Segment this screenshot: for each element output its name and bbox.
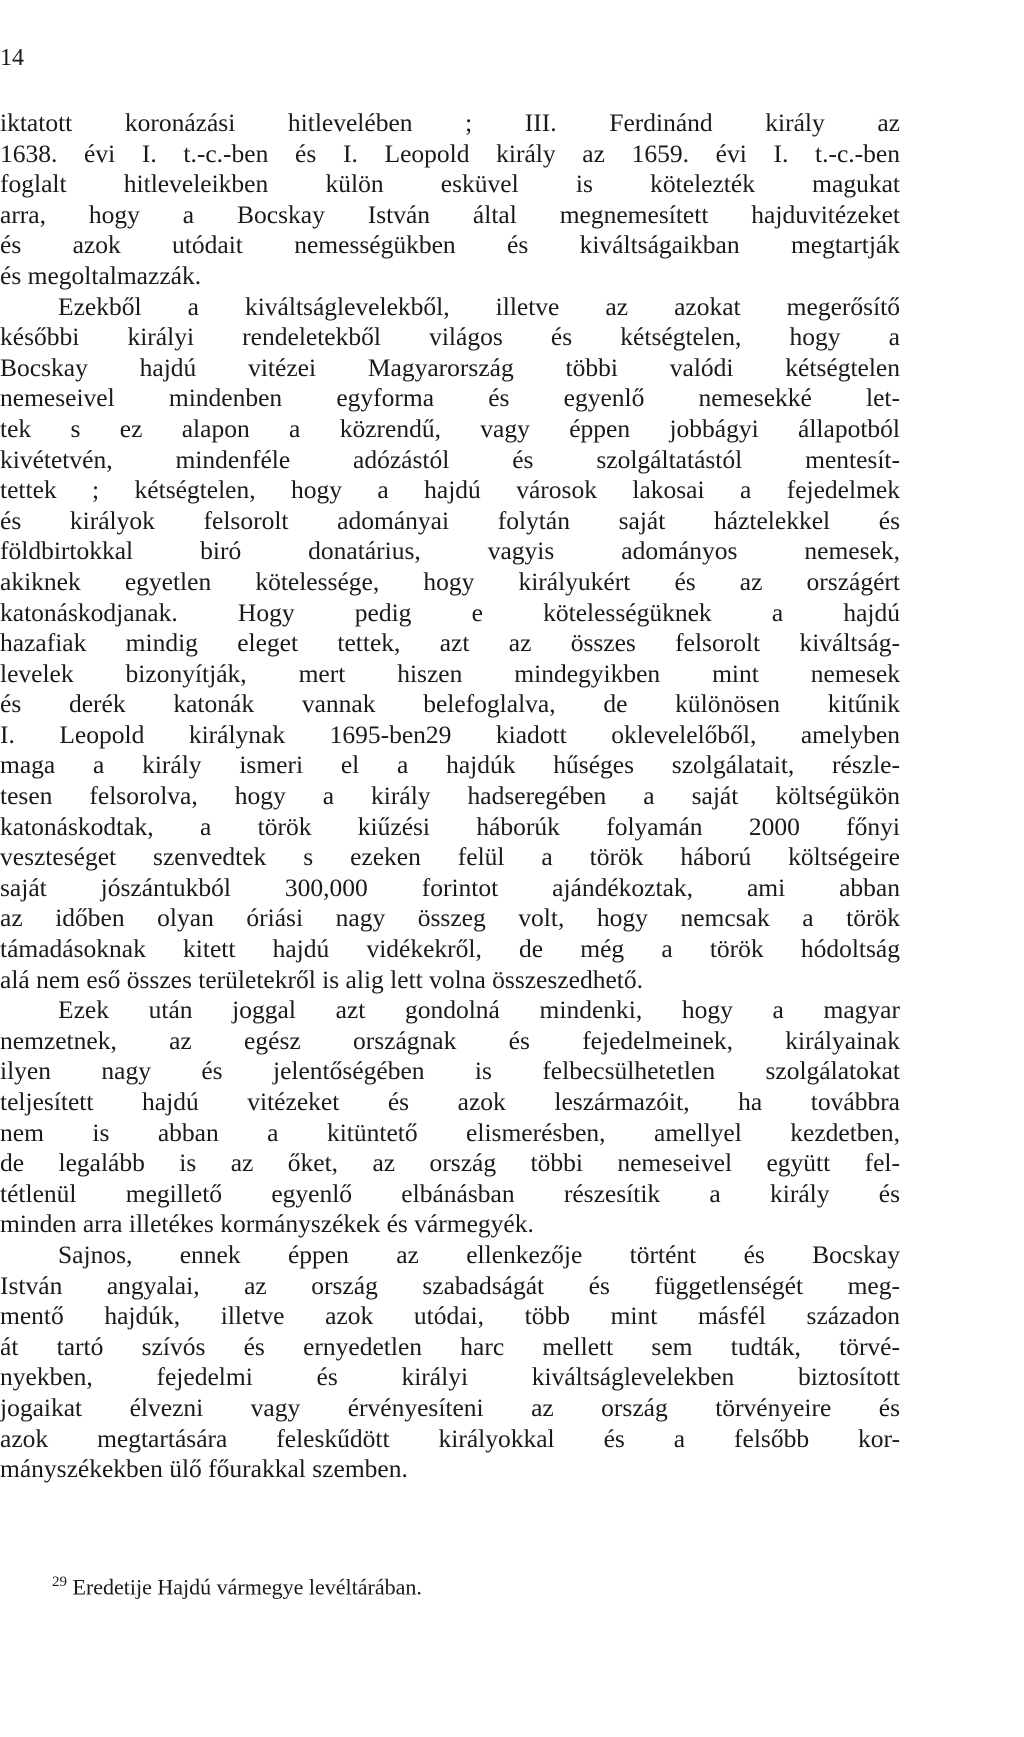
text-line: át tartó szívós és ernyedetlen harc mellett sem tudták, törvé-	[0, 1331, 900, 1361]
text-line: nemzetnek, az egész országnak és fejedelmeinek, királyainak	[0, 1025, 900, 1055]
text-line: mányszékekben ülő főurakkal szemben.	[0, 1454, 408, 1484]
text-line: 1638. évi I. t.-c.-ben és I. Leopold király az 1659. évi I. t.-c.-ben	[0, 138, 900, 168]
text-line: levelek bizonyítják, mert hiszen mindegyikben mint nemesek	[0, 658, 900, 688]
text-line: tek s ez alapon a közrendű, vagy éppen jobbágyi állapotból	[0, 413, 900, 443]
text-line: tesen felsorolva, hogy a király hadseregében a saját költségükön	[0, 781, 900, 811]
text-line: mentő hajdúk, illetve azok utódai, több mint másfél századon	[0, 1301, 900, 1331]
body-text	[0, 108, 900, 1485]
text-line: ilyen nagy és jelentőségében is felbecsülhetetlen szolgálatokat	[0, 1056, 900, 1086]
text-line: nemeseivel mindenben egyforma és egyenlő nemesekké let-	[0, 383, 900, 413]
page-number: 14	[0, 45, 24, 71]
text-line: de legalább is az őket, az ország többi nemeseivel együtt fel-	[0, 1148, 900, 1178]
text-line: tétlenül megillető egyenlő elbánásban részesítik a király és	[0, 1178, 900, 1208]
text-line: Ezek után joggal azt gondolná mindenki, hogy a magyar	[58, 995, 900, 1025]
text-line: és megoltalmazzák.	[0, 260, 202, 290]
text-line: István angyalai, az ország szabadságát és függetlenségét meg-	[0, 1270, 900, 1300]
text-line: teljesített hajdú vitézeket és azok leszármazóit, ha továbbra	[0, 1087, 900, 1116]
text-line: foglalt hitleveleikben külön esküvel is kötelezték magukat	[0, 169, 900, 199]
text-line: földbirtokkal biró donatárius, vagyis adományos nemesek,	[0, 536, 900, 566]
text-line: nyekben, fejedelmi és királyi kiváltságlevelekben biztosított	[0, 1362, 900, 1392]
text-line: katonáskodjanak. Hogy pedig e kötelességüknek a hajdú	[0, 597, 900, 627]
text-line: az időben olyan óriási nagy összeg volt, hogy nemcsak a török	[0, 903, 900, 933]
text-line: saját jószántukból 300,000 forintot ajándékoztak, ami abban	[0, 872, 900, 902]
text-line: katonáskodtak, a török kiűzési háborúk folyamán 2000 főnyi	[0, 811, 900, 841]
text-line: és derék katonák vannak belefoglalva, de különösen kitűnik	[0, 689, 900, 719]
text-line: későbbi királyi rendeletekből világos és kétségtelen, hogy a	[0, 322, 900, 352]
text-line: Ezekből a kiváltságlevelekből, illetve az azokat megerősítő	[58, 291, 900, 321]
text-line: tettek ; kétségtelen, hogy a hajdú városok lakosai a fejedelmek	[0, 475, 900, 505]
text-line: Bocskay hajdú vitézei Magyarország többi valódi kétségtelen	[0, 352, 900, 382]
text-line: és azok utódait nemességükben és kiváltságaikban megtartják	[0, 230, 900, 260]
text-line: azok megtartására feleskűdött királyokkal és a felsőbb kor-	[0, 1423, 900, 1453]
footnote-text: Eredetije Hajdú vármegye levéltárában.	[72, 1574, 422, 1600]
text-line: támadásoknak kitett hajdú vidékekről, de még a török hódoltság	[0, 934, 900, 964]
text-line: maga a király ismeri el a hajdúk hűséges szolgálatait, részle-	[0, 750, 900, 780]
text-line: hazafiak mindig eleget tettek, azt az összes felsorolt kiváltság-	[0, 628, 900, 658]
footnote-marker: 29	[52, 1574, 67, 1590]
text-line: jogaikat élvezni vagy érvényesíteni az ország törvényeire és	[0, 1392, 900, 1422]
text-line: I. Leopold királynak 1695-ben29 kiadott oklevelelőből, amelyben	[0, 719, 900, 749]
text-line: akiknek egyetlen kötelessége, hogy királyukért és az országért	[0, 566, 900, 596]
text-line: arra, hogy a Bocskay István által megnemesített hajduvitézeket	[0, 199, 900, 229]
text-line: iktatott koronázási hitlevelében ; III. Ferdinánd király az	[0, 108, 900, 137]
text-line: kivétetvén, mindenféle adózástól és szolgáltatástól mentesít-	[0, 444, 900, 474]
text-line: minden arra illetékes kormányszékek és vármegyék.	[0, 1209, 534, 1239]
text-line: veszteséget szenvedtek s ezeken felül a török háború költségeire	[0, 842, 900, 872]
text-line: és királyok felsorolt adományai folytán saját háztelekkel és	[0, 505, 900, 535]
text-line: Sajnos, ennek éppen az ellenkezője történt és Bocskay	[58, 1239, 900, 1269]
footnote	[52, 1568, 422, 1601]
text-line: nem is abban a kitüntető elismerésben, amellyel kezdetben,	[0, 1117, 900, 1147]
text-line: alá nem eső összes területekről is alig lett volna összeszedhető.	[0, 964, 643, 994]
